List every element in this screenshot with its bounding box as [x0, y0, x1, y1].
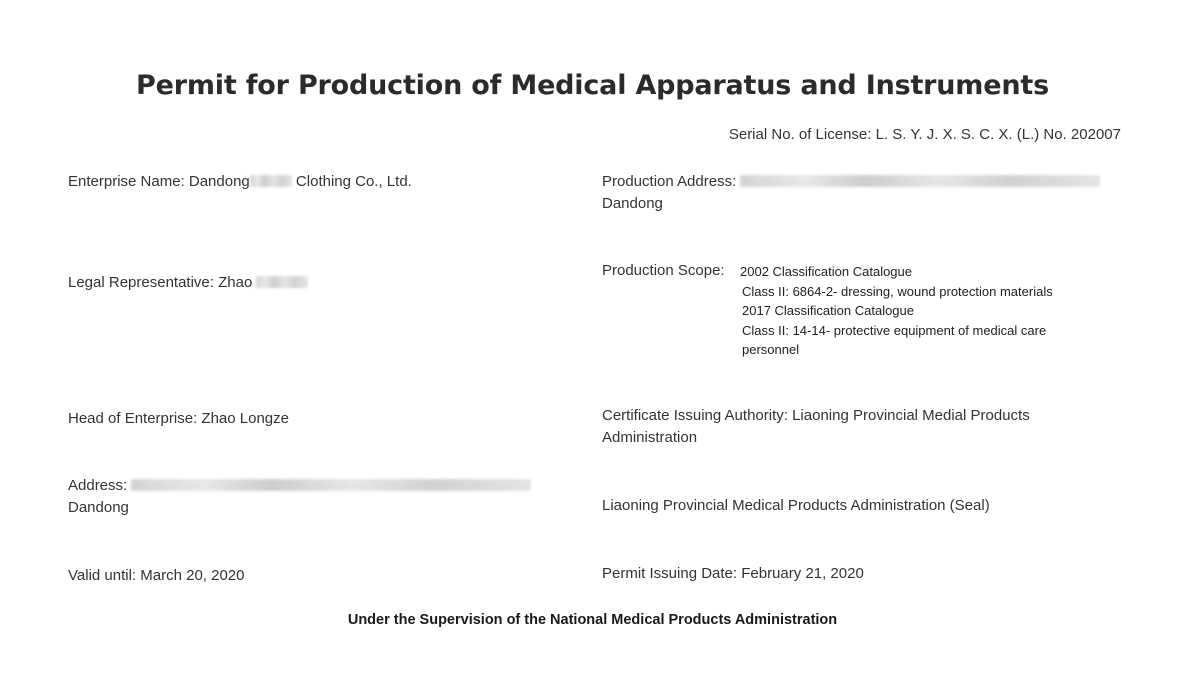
seal-field: Liaoning Provincial Medical Products Administration (Seal) — [602, 497, 990, 514]
document-title: Permit for Production of Medical Apparatus and Instruments — [136, 70, 1049, 101]
address-prefix: Address: — [68, 477, 132, 494]
issuing-authority-line-1: Certificate Issuing Authority: Liaoning Provincial Medial Products — [602, 407, 1030, 424]
production-address-field — [602, 171, 1100, 215]
enterprise-name-prefix: Enterprise Name: Dandong — [68, 173, 250, 190]
issuing-date-field: Permit Issuing Date: February 21, 2020 — [602, 565, 864, 582]
serial-number: Serial No. of License: L. S. Y. J. X. S. C. X. (L.) No. 202007 — [728, 126, 1121, 143]
head-of-enterprise-field: Head of Enterprise: Zhao Longze — [68, 410, 289, 427]
issuing-authority-line-2: Administration — [602, 429, 698, 446]
production-address-city: Dandong — [602, 195, 663, 212]
production-address-prefix: Production Address: — [602, 173, 741, 190]
production-scope-line-3: 2017 Classification Catalogue — [742, 303, 914, 318]
production-scope-line-1: 2002 Classification Catalogue — [740, 264, 912, 279]
redacted-text — [250, 175, 292, 187]
issuing-authority-field — [602, 405, 1030, 449]
production-scope-line-2: Class II: 6864-2- dressing, wound protection materials — [742, 284, 1053, 299]
address-field — [68, 475, 531, 519]
redacted-text — [256, 276, 308, 288]
supervision-footer: Under the Supervision of the National Medical Products Administration — [347, 612, 838, 628]
valid-until-field: Valid until: March 20, 2020 — [68, 567, 245, 584]
enterprise-name-suffix: Clothing Co., Ltd. — [291, 173, 412, 190]
production-scope-label: Production Scope: — [602, 262, 725, 279]
redacted-text — [740, 175, 1100, 187]
address-city: Dandong — [68, 499, 129, 516]
production-scope-line-4: Class II: 14-14- protective equipment of medical care — [742, 323, 1047, 338]
legal-representative-prefix: Legal Representative: Zhao — [68, 274, 253, 291]
production-scope-line-5: personnel — [742, 342, 800, 357]
legal-representative-field — [68, 272, 308, 294]
enterprise-name-field — [68, 171, 412, 193]
redacted-text — [131, 479, 531, 491]
